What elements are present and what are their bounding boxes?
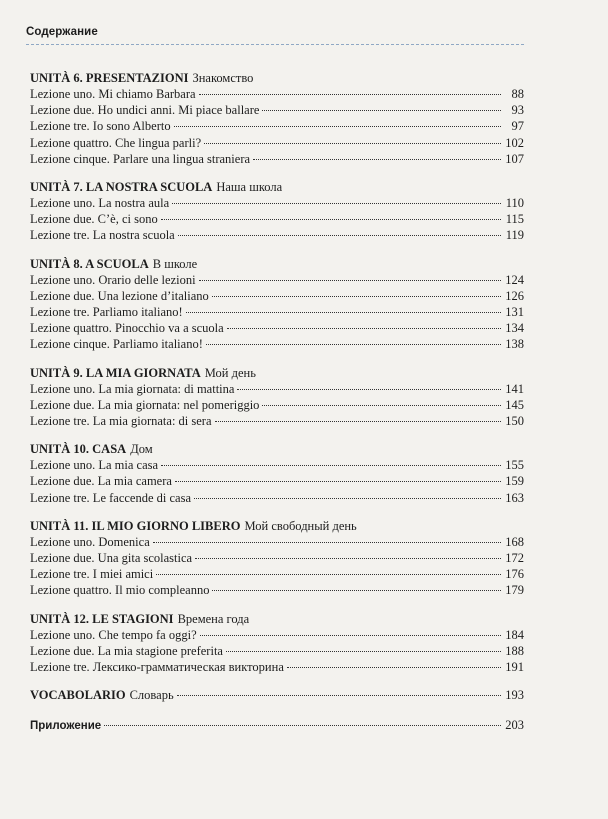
lesson-title: Lezione quattro. Che lingua parli? — [30, 135, 202, 150]
dot-leader — [161, 464, 501, 466]
unit-section — [30, 441, 524, 506]
unit-title-italian: UNITÀ 8. A SCUOLA — [30, 256, 149, 271]
dot-leader — [212, 295, 501, 297]
dot-leader — [215, 420, 501, 422]
page-number: 134 — [505, 321, 524, 336]
lesson-title: Lezione uno. Mi chiamo Barbara — [30, 87, 196, 101]
vocabulary-title-italian: VOCABOLARIO — [30, 688, 126, 703]
page-number: 93 — [511, 103, 524, 118]
unit-section — [30, 70, 524, 167]
unit-section — [30, 256, 524, 353]
toc-entry — [30, 659, 524, 675]
toc-entry — [30, 550, 524, 566]
page-number: 97 — [511, 119, 524, 134]
dot-leader — [175, 480, 501, 482]
table-of-contents — [30, 70, 524, 735]
page-number: 126 — [505, 288, 524, 303]
toc-entry — [30, 490, 524, 506]
spacer — [30, 703, 524, 717]
unit-title-italian: UNITÀ 9. LA MIA GIORNATA — [30, 365, 201, 380]
lesson-title: Lezione due. La mia camera — [30, 474, 172, 489]
dot-leader — [177, 694, 501, 696]
dot-leader — [204, 142, 501, 144]
page-number: 172 — [505, 551, 524, 566]
page-number: 115 — [505, 212, 524, 227]
dot-leader — [199, 93, 501, 95]
appendix-entry — [30, 717, 524, 734]
unit-title — [30, 611, 524, 627]
lesson-title: Lezione due. La mia stagione preferita — [30, 643, 223, 658]
page-number: 176 — [505, 567, 524, 582]
toc-entry — [30, 272, 524, 288]
page-number: 159 — [505, 474, 524, 489]
lesson-title: Lezione tre. La mia giornata: di sera — [30, 414, 212, 429]
dot-leader — [262, 109, 501, 111]
dot-leader — [195, 557, 501, 559]
toc-entry — [30, 151, 524, 167]
unit-title-russian: Мой свободный день — [244, 518, 357, 533]
lesson-title: Lezione tre. Io sono Alberto — [30, 119, 171, 134]
unit-title-italian: UNITÀ 6. PRESENTAZIONI — [30, 71, 189, 85]
dot-leader — [237, 388, 501, 390]
unit-title-russian: Дом — [130, 442, 153, 457]
dot-leader — [178, 234, 501, 236]
toc-entry — [30, 413, 524, 429]
page-number: 150 — [505, 414, 524, 429]
vocabulary-title-russian: Словарь — [129, 688, 174, 703]
appendix-title: Приложение — [30, 720, 102, 733]
dot-leader — [262, 404, 501, 406]
dot-leader — [194, 497, 501, 499]
unit-title-russian: Мой день — [204, 365, 256, 380]
dot-leader — [174, 125, 501, 127]
toc-entry — [30, 288, 524, 304]
lesson-title: Lezione due. Una gita scolastica — [30, 551, 193, 566]
unit-title-italian: UNITÀ 12. LE STAGIONI — [30, 611, 174, 626]
unit-title — [30, 256, 524, 272]
page-number: 191 — [505, 660, 524, 675]
unit-title-russian: Знакомство — [192, 71, 254, 85]
page-number: 193 — [505, 688, 524, 703]
lesson-title: Lezione quattro. Il mio compleanno — [30, 583, 210, 598]
toc-entry — [30, 211, 524, 227]
dot-leader — [186, 311, 501, 313]
dot-leader — [253, 158, 501, 160]
toc-entry — [30, 86, 524, 102]
toc-entry — [30, 643, 524, 659]
unit-title-italian: UNITÀ 11. IL MIO GIORNO LIBERO — [30, 518, 241, 533]
dot-leader — [206, 343, 501, 345]
unit-title-italian: UNITÀ 7. LA NOSTRA SCUOLA — [30, 180, 213, 195]
toc-entry — [30, 336, 524, 352]
dot-leader — [226, 650, 501, 652]
unit-title-italian: UNITÀ 10. CASA — [30, 442, 127, 457]
lesson-title: Lezione uno. Che tempo fa oggi? — [30, 627, 197, 642]
page-number: 155 — [505, 458, 524, 473]
lesson-title: Lezione tre. I miei amici — [30, 567, 154, 582]
page-number: 107 — [505, 151, 524, 166]
unit-title-russian: В школе — [152, 256, 198, 271]
vocabulary-entry — [30, 687, 524, 703]
unit-section — [30, 518, 524, 599]
toc-entry — [30, 135, 524, 151]
unit-section — [30, 365, 524, 430]
vocabulary-title — [30, 687, 174, 703]
page-number: 188 — [505, 643, 524, 658]
unit-title — [30, 518, 524, 534]
lesson-title: Lezione due. La mia giornata: nel pomeriggio — [30, 397, 260, 412]
unit-title — [30, 441, 524, 457]
page-number: 102 — [505, 135, 524, 150]
lesson-title: Lezione tre. Лексико-грамматическая викторина — [30, 660, 284, 675]
unit-title — [30, 365, 524, 381]
lesson-title: Lezione cinque. Parliamo italiano! — [30, 337, 203, 352]
page-number: 124 — [505, 272, 524, 287]
toc-entry — [30, 195, 524, 211]
lesson-title: Lezione uno. La mia giornata: di mattina — [30, 381, 235, 396]
page-number: 88 — [511, 87, 524, 101]
page-number: 184 — [505, 627, 524, 642]
page-number: 179 — [505, 583, 524, 598]
lesson-title: Lezione uno. Orario delle lezioni — [30, 272, 196, 287]
page-number: 163 — [505, 490, 524, 505]
lesson-title: Lezione due. Ho undici anni. Mi piace ballare — [30, 103, 260, 118]
page-number: 131 — [505, 305, 524, 320]
dot-leader — [199, 279, 501, 281]
lesson-title: Lezione tre. La nostra scuola — [30, 228, 175, 243]
dot-leader — [161, 218, 501, 220]
dot-leader — [156, 573, 501, 575]
toc-entry — [30, 473, 524, 489]
toc-entry — [30, 304, 524, 320]
dot-leader — [104, 724, 501, 726]
toc-entry — [30, 397, 524, 413]
toc-entry — [30, 582, 524, 598]
lesson-title: Lezione due. Una lezione d’italiano — [30, 288, 209, 303]
lesson-title: Lezione tre. Parliamo italiano! — [30, 305, 183, 320]
toc-entry — [30, 457, 524, 473]
lesson-title: Lezione tre. Le faccende di casa — [30, 490, 192, 505]
page-number: 138 — [505, 337, 524, 352]
dot-leader — [172, 202, 501, 204]
dot-leader — [153, 541, 501, 543]
toc-entry — [30, 118, 524, 134]
page-number: 168 — [505, 534, 524, 549]
toc-entry — [30, 534, 524, 550]
dot-leader — [212, 589, 501, 591]
page-number: 145 — [505, 397, 524, 412]
dot-leader — [287, 666, 501, 668]
unit-title-russian: Времена года — [177, 611, 250, 626]
toc-entry — [30, 227, 524, 243]
dot-leader — [227, 327, 501, 329]
header-divider — [26, 44, 524, 45]
unit-section — [30, 179, 524, 244]
lesson-title: Lezione quattro. Pinocchio va a scuola — [30, 321, 224, 336]
page-number: 119 — [505, 228, 524, 243]
unit-title-russian: Наша школа — [216, 180, 283, 195]
lesson-title: Lezione cinque. Parlare una lingua straniera — [30, 151, 251, 166]
dot-leader — [200, 634, 501, 636]
lesson-title: Lezione uno. La nostra aula — [30, 196, 170, 211]
page-header-title: Содержание — [26, 26, 98, 38]
unit-section — [30, 611, 524, 676]
lesson-title: Lezione uno. Domenica — [30, 534, 150, 549]
toc-entry — [30, 627, 524, 643]
page-number: 110 — [505, 196, 524, 211]
toc-entry — [30, 381, 524, 397]
page-number: 141 — [505, 381, 524, 396]
toc-entry — [30, 566, 524, 582]
unit-title — [30, 70, 524, 86]
page-number: 203 — [505, 718, 524, 733]
lesson-title: Lezione due. C’è, ci sono — [30, 212, 158, 227]
unit-title — [30, 179, 524, 195]
lesson-title: Lezione uno. La mia casa — [30, 458, 159, 473]
toc-entry — [30, 102, 524, 118]
toc-entry — [30, 320, 524, 336]
